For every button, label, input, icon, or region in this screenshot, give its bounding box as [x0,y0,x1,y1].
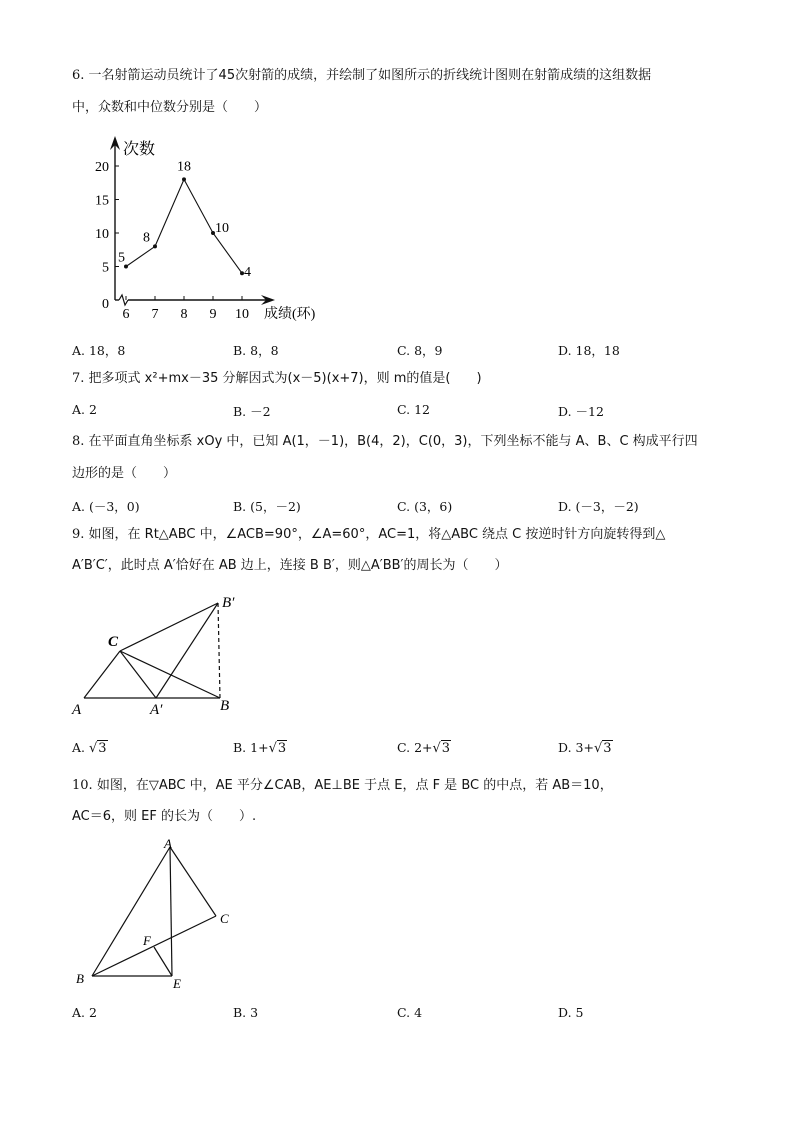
option-d[interactable]: D. 18，18 [558,343,620,358]
question-9-line-2 [72,551,507,581]
x-tick-label: 10 [235,307,249,322]
question-text: 把多项式 x²+mx－35 分解因式为(x－5)(x+7)，则 m的值是( ) [88,371,482,386]
option-c[interactable]: C. 8，9 [397,343,443,358]
question-8-line-1 [72,427,698,457]
radicand: 3 [277,741,287,756]
option-b[interactable]: B. 3 [233,1005,259,1020]
question-text: 边形的是（ ） [72,466,177,481]
question-text: AC＝6，则 EF 的长为（ ）. [72,809,257,824]
segment-bb-prime [218,603,220,698]
x-tick-label: 7 [151,307,159,322]
radicand: 3 [98,741,107,756]
segment-cb [120,651,220,698]
question-text: 如图，在 Rt△ABC 中，∠ACB=90°，∠A=60°，AC=1，将△ABC 绕点 C 按逆时针方向旋转得到△ [88,527,666,542]
question-number: 9. [72,527,85,542]
label-b: B [76,971,84,986]
label-c: C [108,634,119,650]
x-axis-label: 成绩(环) [264,307,316,322]
question-text: 在平面直角坐标系 xOy 中，已知 A(1，－1)，B(4，2)，C(0，3)，下列坐标不能与 A、B、C 构成平行四 [88,434,698,449]
question-number: 10. [72,778,93,793]
option-d[interactable]: D. (－3，－2) [558,499,639,514]
segment-ac [84,651,120,698]
label-b-prime: B′ [222,595,235,611]
question-text: 如图，在▽ABC 中，AE 平分∠CAB，AE⊥BE 于点 E，点 F 是 BC 的中点，若 AB＝10， [96,778,613,793]
option-label: D. 3+ [558,740,594,755]
label-b: B [220,698,230,714]
option-b[interactable]: B. (5，－2) [233,499,301,514]
data-label: 4 [244,265,251,281]
question-text: 一名射箭运动员统计了45次射箭的成绩，并绘制了如图所示的折线统计图则在射箭成绩的这组数据 [88,68,652,83]
sqrt-symbol: √3 [88,741,107,756]
option-b[interactable] [233,740,287,756]
option-b[interactable]: B. 8，8 [233,343,279,358]
label-c: C [220,911,229,926]
question-number: 6. [72,68,85,83]
question-10-line-1 [72,771,613,801]
y-tick-label: 20 [95,160,109,175]
option-a[interactable]: A. (－3，0) [72,499,140,514]
option-a[interactable] [72,740,108,756]
segment-cb-prime [120,603,218,651]
question-10-line-2 [72,802,256,832]
data-label: 5 [118,250,125,266]
x-tick-label: 6 [122,307,130,322]
data-point [153,244,157,248]
option-label: A. [72,740,89,755]
question-text: A′B′C′，此时点 A′恰好在 AB 边上，连接 B B′，则△A′BB′的周长为（ ） [72,558,508,573]
segment-ca-prime [120,651,156,698]
figure-10-triangle [70,835,250,995]
x-tick-label: 8 [180,307,188,322]
radicand: 3 [441,741,451,756]
option-label: B. 1+ [233,740,269,755]
data-point [182,177,186,181]
option-c[interactable]: C. 12 [397,402,430,417]
question-8-line-2 [72,459,176,489]
x-axis-break [119,295,128,305]
option-c[interactable] [397,740,451,756]
option-c[interactable]: C. (3，6) [397,499,453,514]
y-axis-label: 次数 [123,141,156,158]
label-f: F [143,933,151,948]
sqrt-symbol: √3 [268,741,287,756]
option-d[interactable]: D. －12 [558,404,604,419]
segment-fe [154,947,172,976]
x-tick-label: 9 [209,307,217,322]
question-number: 7. [72,371,85,386]
y-tick-label: 0 [102,297,109,312]
question-9-line-1 [72,520,665,550]
question-text: 中，众数和中位数分别是（ ） [72,100,268,115]
question-6-line-1 [72,61,651,91]
segment-a-prime-b-prime [156,603,218,698]
data-label: 18 [177,159,191,175]
option-a[interactable]: A. 18，8 [72,343,126,358]
label-a-prime: A′ [150,702,163,718]
line-chart [70,130,350,330]
y-tick-label: 5 [102,260,109,276]
option-b[interactable]: B. －2 [233,404,271,419]
radicand: 3 [603,741,612,756]
question-number: 8. [72,434,85,449]
segment-ae [170,847,172,976]
option-a[interactable]: A. 2 [72,402,97,417]
option-d[interactable]: D. 5 [558,1005,584,1020]
question-6-line-2 [72,93,267,123]
option-a[interactable]: A. 2 [72,1005,97,1020]
segment-ac [170,847,216,916]
option-c[interactable]: C. 4 [397,1005,423,1020]
label-a: A [164,836,172,851]
sqrt-symbol: √3 [593,741,612,756]
figure-9-triangle-rotation [70,585,260,720]
option-d[interactable] [558,740,613,756]
sqrt-symbol: √3 [432,741,451,756]
question-7-line-1 [72,364,482,394]
y-tick-label: 10 [95,227,109,242]
data-label: 8 [143,230,150,246]
label-e: E [173,976,181,991]
data-label: 10 [215,221,229,236]
y-tick-label: 15 [95,193,109,209]
option-label: C. 2+ [397,740,433,755]
label-a: A [72,702,82,718]
